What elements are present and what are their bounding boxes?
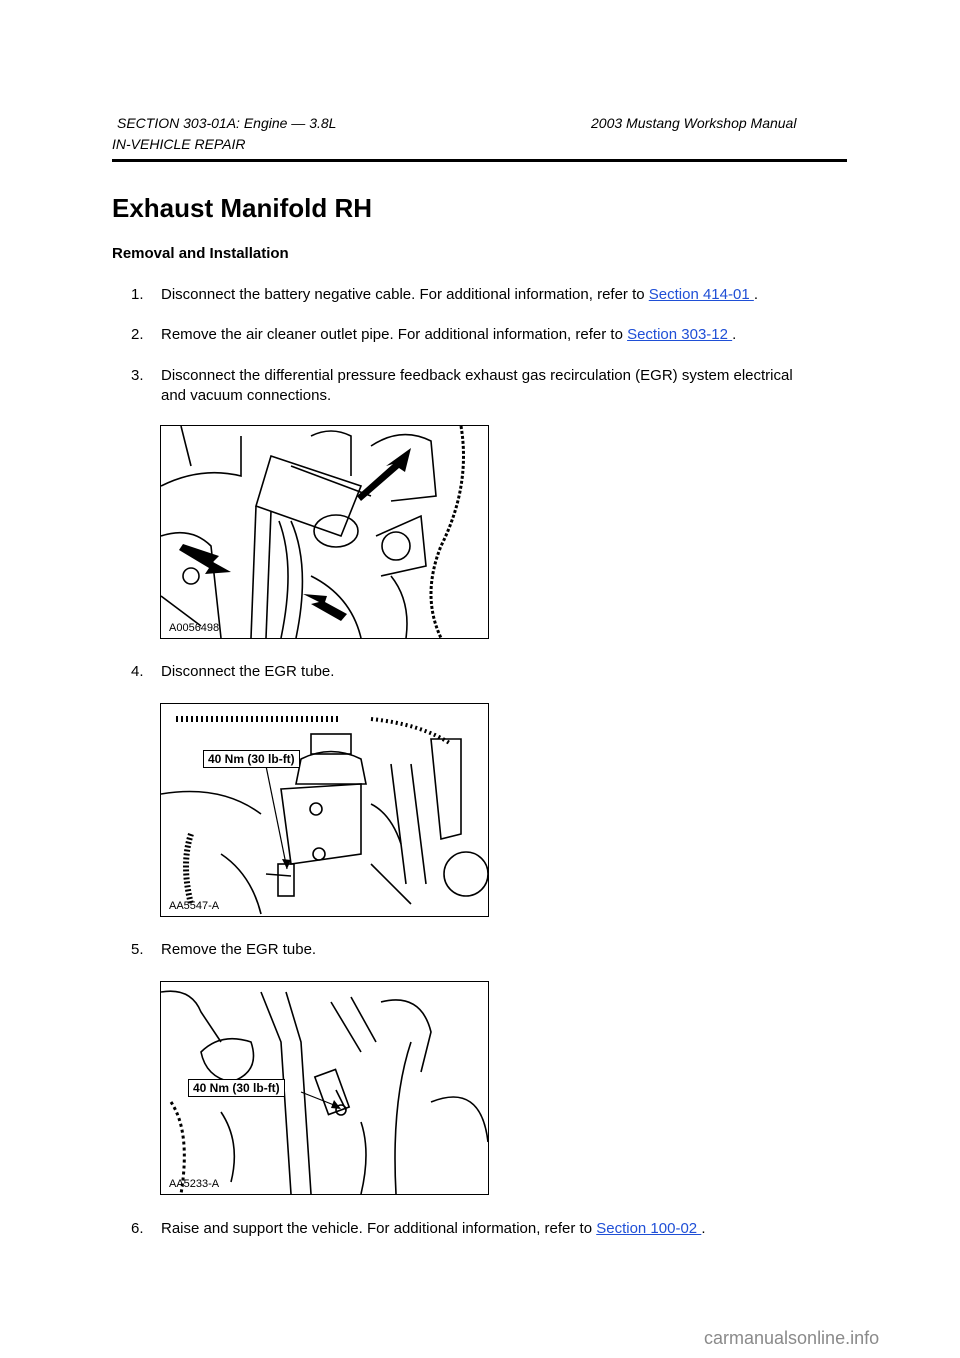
step-number: 3. [131, 367, 144, 384]
step-number: 4. [131, 663, 144, 680]
step-number: 6. [131, 1220, 144, 1237]
section-link-303-12[interactable]: Section 303-12 [627, 326, 733, 343]
step-text: Remove the air cleaner outlet pipe. For additional information, refer to Section 303-12 . [161, 326, 737, 343]
step-number: 2. [131, 326, 144, 343]
site-watermark: carmanualsonline.info [704, 1328, 880, 1348]
section-link-100-02[interactable]: Section 100-02 [596, 1220, 702, 1237]
page-title: Exhaust Manifold RH [112, 193, 373, 223]
torque-callout: 40 Nm (30 lb-ft) [203, 750, 300, 768]
step-number: 1. [131, 286, 144, 303]
step-number: 5. [131, 941, 144, 958]
figure-egr-tube-remove [160, 981, 489, 1195]
figure-id: A0056498 [169, 622, 220, 634]
header-manual-title: 2003 Mustang Workshop Manual [591, 115, 797, 131]
header-divider [112, 159, 847, 162]
header-category: IN-VEHICLE REPAIR [112, 136, 246, 152]
step-text: Raise and support the vehicle. For additional information, refer to Section 100-02 . [161, 1220, 706, 1237]
step-text: Remove the EGR tube. [161, 941, 317, 958]
egr-tube-disconnect-illustration [161, 704, 488, 916]
step-text: Disconnect the EGR tube. [161, 663, 335, 680]
egr-connections-illustration [161, 426, 488, 638]
torque-callout: 40 Nm (30 lb-ft) [188, 1079, 285, 1097]
figure-id: AA5547-A [169, 900, 220, 912]
figure-egr-tube-disconnect [160, 703, 489, 917]
figure-id: AA5233-A [169, 1178, 220, 1190]
procedure-subtitle: Removal and Installation [112, 245, 289, 262]
figure-egr-connections [160, 425, 489, 639]
header-section: SECTION 303-01A: Engine — 3.8L [117, 115, 337, 131]
step-text: Disconnect the battery negative cable. For additional information, refer to Section 414-01 . [161, 286, 759, 303]
step-text: Disconnect the differential pressure feedback exhaust gas recirculation (EGR) system electrical and vacuum connections. [161, 367, 793, 404]
section-link-414-01[interactable]: Section 414-01 [648, 286, 754, 303]
